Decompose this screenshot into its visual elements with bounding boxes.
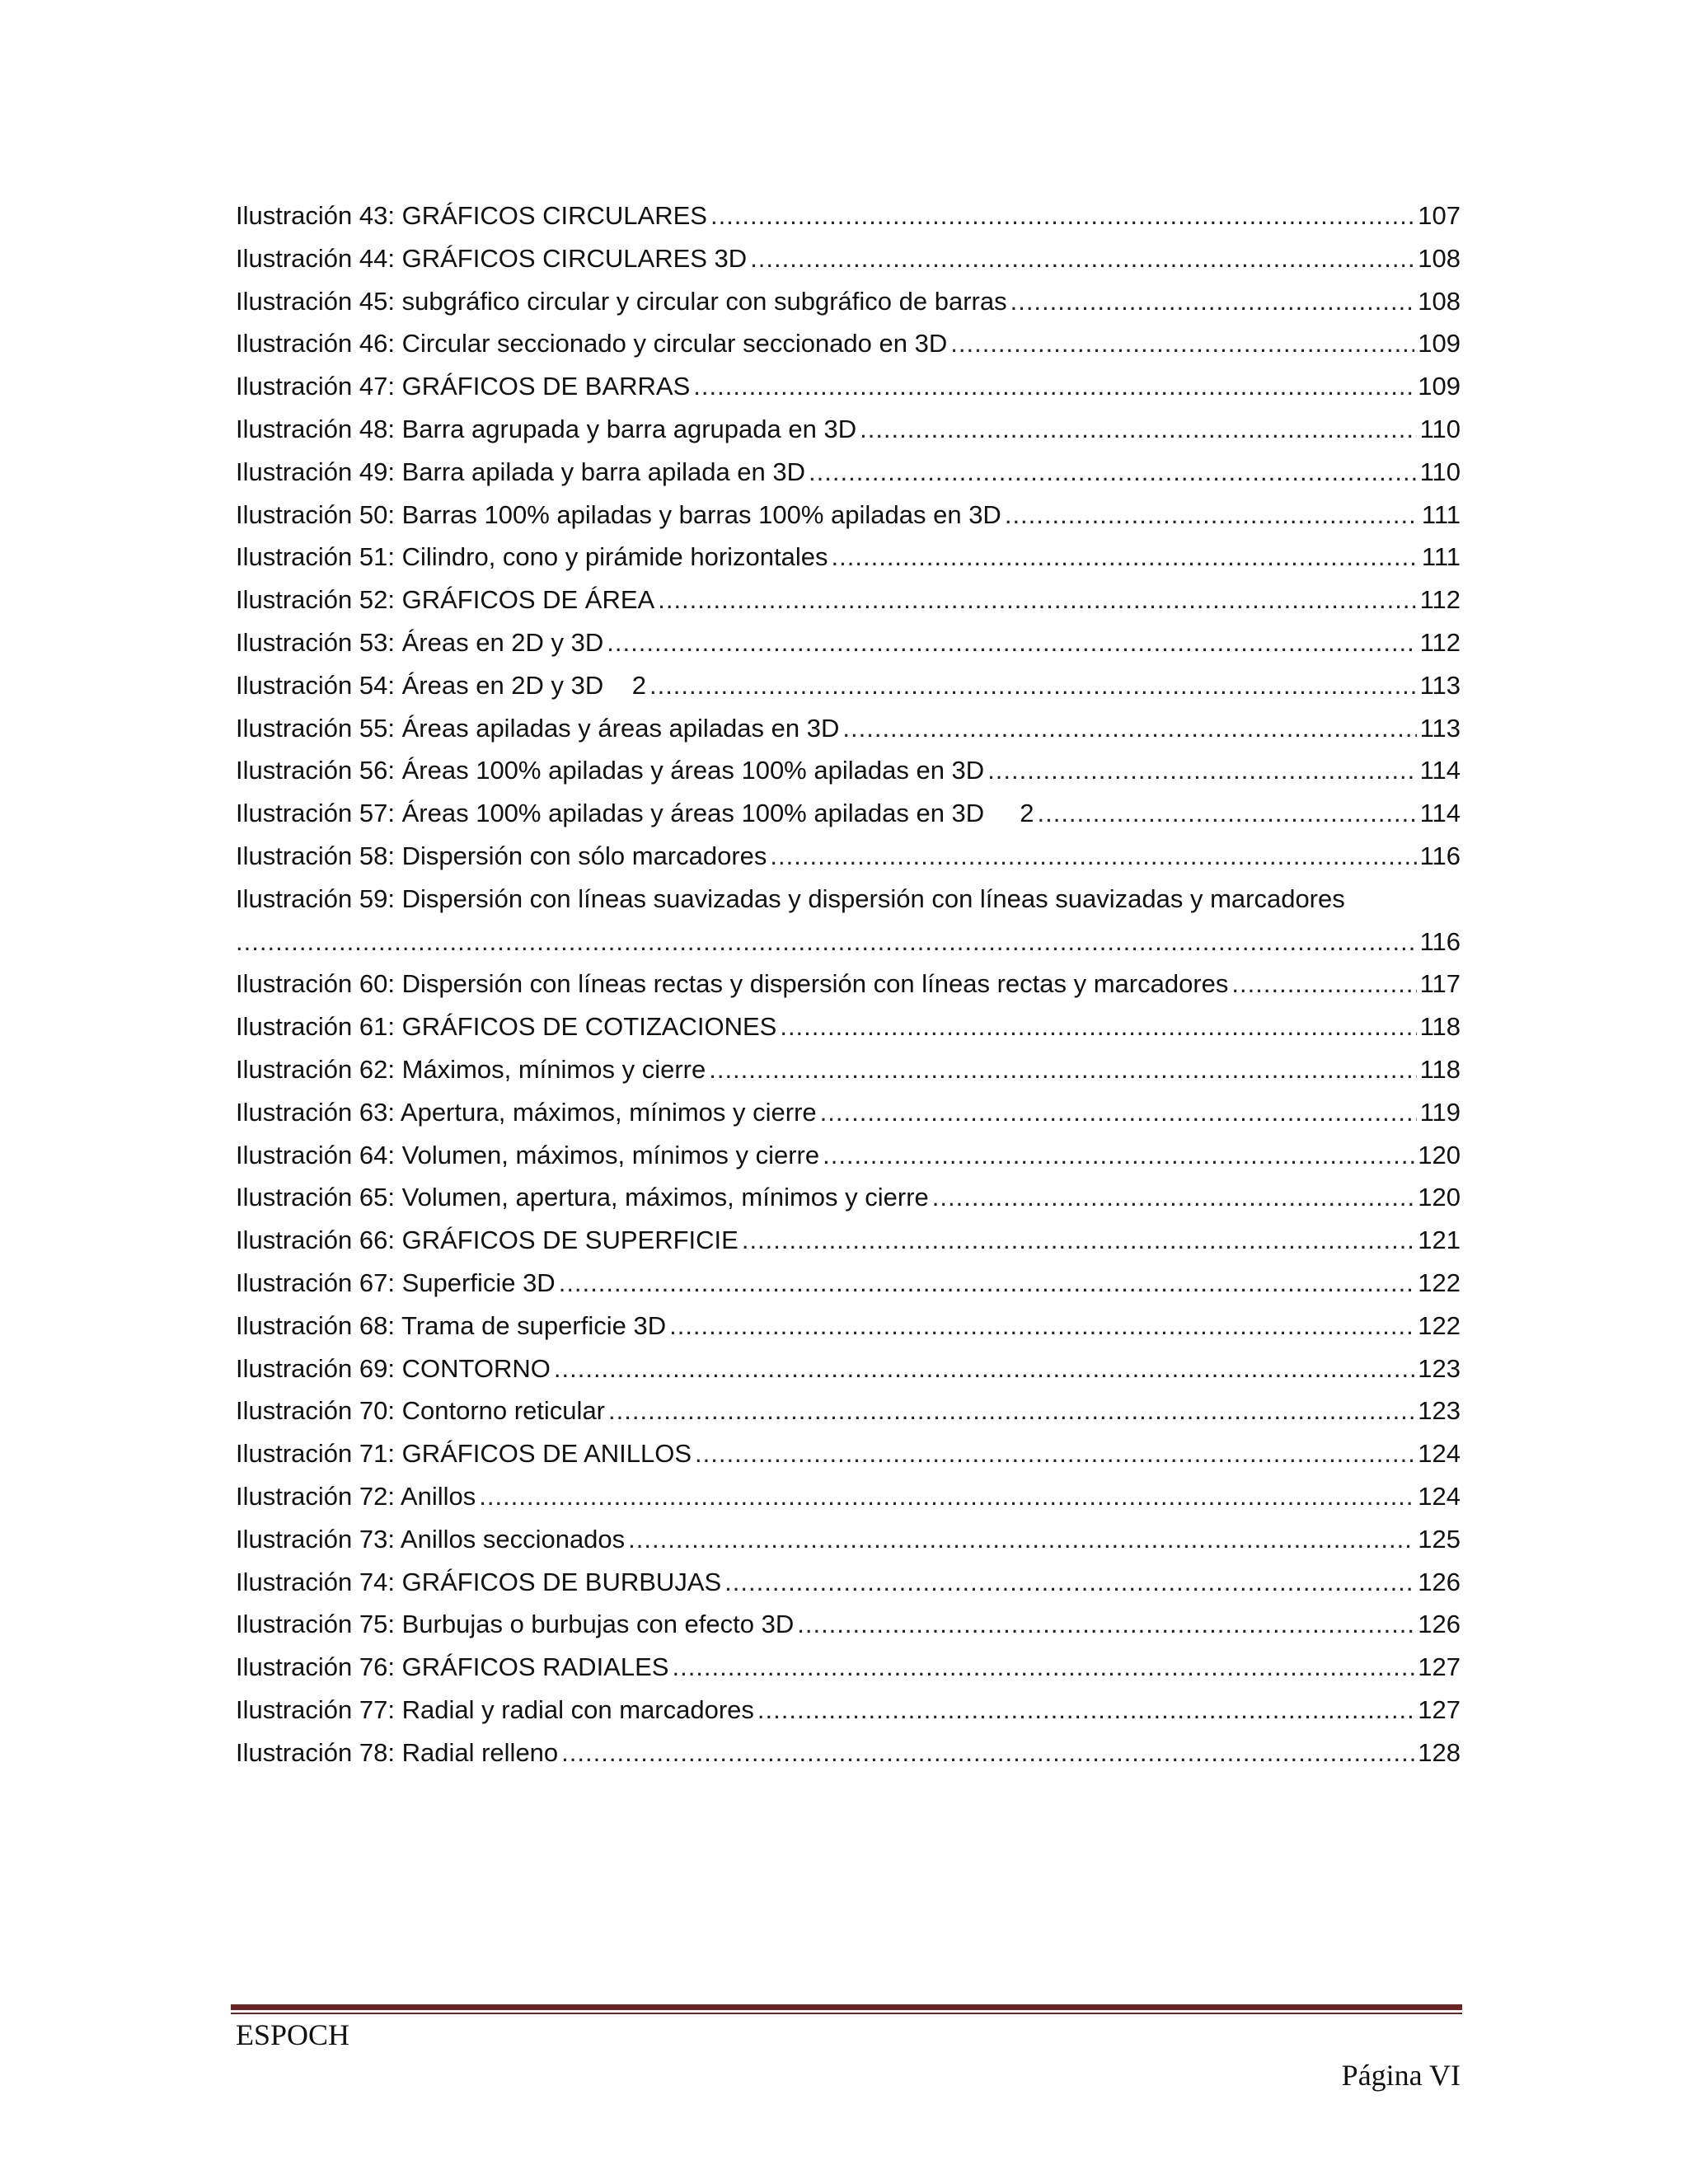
toc-entry-page: 123 (1418, 1353, 1461, 1383)
toc-entry[interactable] (236, 749, 1461, 792)
toc-entry-page: 121 (1418, 1226, 1461, 1255)
toc-dot-leader (842, 707, 1416, 750)
toc-entry[interactable] (236, 621, 1461, 664)
footer-rule (231, 2004, 1462, 2014)
toc-entry[interactable] (236, 1390, 1461, 1432)
toc-dot-leader (932, 1176, 1414, 1219)
toc-entry-page: 113 (1419, 670, 1461, 700)
toc-entry-page: 127 (1418, 1652, 1461, 1682)
toc-dot-leader (987, 749, 1416, 792)
toc-entry-label: Ilustración 51: Cilindro, cono y pirámide horizontales (236, 542, 828, 572)
toc-entry-page: 116 (1419, 841, 1461, 870)
toc-entry-label: Ilustración 61: GRÁFICOS DE COTIZACIONES (236, 1012, 777, 1042)
toc-entry[interactable] (236, 1561, 1461, 1604)
toc-entry[interactable] (236, 1091, 1461, 1134)
toc-dot-leader (950, 322, 1414, 365)
toc-entry-page: 120 (1418, 1140, 1461, 1169)
footer-rule-thin (231, 2013, 1462, 2014)
toc-dot-leader (561, 1732, 1414, 1774)
toc-entry-page: 109 (1418, 372, 1461, 401)
toc-entry-label: Ilustración 76: GRÁFICOS RADIALES (236, 1652, 669, 1682)
toc-entry-label: Ilustración 47: GRÁFICOS DE BARRAS (236, 372, 691, 401)
toc-entry-label: Ilustración 46: Circular seccionado y circular seccionado en 3D (236, 329, 948, 359)
toc-entry-label: Ilustración 48: Barra agrupada y barra agrupada en 3D (236, 414, 857, 443)
footer-rule-thick (231, 2004, 1462, 2010)
toc-dot-leader (693, 365, 1414, 408)
toc-entry-page: 108 (1418, 286, 1461, 316)
toc-entry-label: Ilustración 77: Radial y radial con marcadores (236, 1694, 754, 1724)
toc-entry-label: Ilustración 66: GRÁFICOS DE SUPERFICIE (236, 1226, 738, 1255)
table-of-illustrations (236, 194, 1461, 1774)
toc-entry[interactable] (236, 878, 1461, 963)
toc-entry-label: Ilustración 65: Volumen, apertura, máximos, mínimos y cierre (236, 1183, 929, 1212)
toc-entry[interactable] (236, 579, 1461, 621)
toc-entry[interactable] (236, 1219, 1461, 1262)
toc-dot-leader (559, 1262, 1415, 1305)
toc-entry[interactable] (236, 1347, 1461, 1390)
toc-entry-page: 112 (1419, 627, 1461, 657)
toc-entry-page: 122 (1418, 1268, 1461, 1297)
toc-dot-leader (750, 237, 1414, 280)
toc-entry[interactable] (236, 963, 1461, 1005)
toc-entry-label: Ilustración 53: Áreas en 2D y 3D (236, 627, 604, 657)
toc-entry-label: Ilustración 58: Dispersión con sólo marcadores (236, 841, 767, 870)
toc-dot-leader (832, 536, 1418, 579)
toc-entry-label: Ilustración 72: Anillos (236, 1481, 476, 1511)
toc-entry-label: Ilustración 62: Máximos, mínimos y cierre (236, 1054, 706, 1084)
toc-entry-label: Ilustración 78: Radial relleno (236, 1737, 559, 1767)
toc-dot-leader (669, 1305, 1414, 1347)
toc-dot-leader (1037, 792, 1416, 835)
toc-entry[interactable] (236, 194, 1461, 237)
toc-entry-page: 125 (1418, 1524, 1461, 1554)
toc-entry-label: Ilustración 71: GRÁFICOS DE ANILLOS (236, 1439, 692, 1469)
toc-entry-page: 107 (1418, 201, 1461, 230)
toc-entry-page: 126 (1418, 1567, 1461, 1596)
toc-dot-leader (780, 1005, 1416, 1048)
toc-entry-page: 119 (1419, 1097, 1461, 1127)
toc-entry-page: 124 (1418, 1439, 1461, 1469)
toc-entry[interactable] (236, 792, 1461, 835)
toc-entry[interactable] (236, 1176, 1461, 1219)
toc-entry-page: 117 (1419, 969, 1461, 999)
toc-entry[interactable] (236, 1305, 1461, 1347)
toc-dot-leader (236, 921, 1417, 963)
toc-entry-label: Ilustración 74: GRÁFICOS DE BURBUJAS (236, 1567, 722, 1596)
toc-entry-label: Ilustración 63: Apertura, máximos, mínimos y cierre (236, 1097, 817, 1127)
toc-dot-leader (658, 579, 1416, 621)
toc-dot-leader (742, 1219, 1414, 1262)
toc-entry-label: Ilustración 49: Barra apilada y barra apilada en 3D (236, 457, 806, 486)
toc-dot-leader (709, 1048, 1416, 1091)
toc-entry-page: 123 (1418, 1396, 1461, 1426)
toc-entry-page: 111 (1421, 499, 1461, 529)
toc-entry[interactable] (236, 1048, 1461, 1091)
toc-entry[interactable] (236, 451, 1461, 494)
toc-dot-leader (1005, 494, 1418, 537)
toc-entry-page: 118 (1419, 1054, 1461, 1084)
toc-entry[interactable] (236, 1689, 1461, 1732)
toc-dot-leader (860, 408, 1416, 451)
toc-dot-leader (695, 1432, 1414, 1475)
toc-entry-page: 109 (1418, 329, 1461, 359)
toc-entry-page: 112 (1419, 585, 1461, 615)
toc-dot-leader (672, 1646, 1414, 1689)
toc-entry[interactable] (236, 664, 1461, 707)
toc-entry-label: Ilustración 50: Barras 100% apiladas y barras 100% apiladas en 3D (236, 499, 1001, 529)
footer-organization: ESPOCH (236, 2018, 350, 2051)
toc-dot-leader (809, 451, 1417, 494)
toc-entry-continuation (236, 921, 1461, 963)
toc-entry[interactable] (236, 494, 1461, 537)
toc-entry-page: 127 (1418, 1694, 1461, 1724)
toc-dot-leader (710, 194, 1414, 237)
footer-page-number: Página VI (1341, 2059, 1461, 2092)
toc-entry-page: 118 (1419, 1012, 1461, 1042)
toc-entry-page: 116 (1419, 926, 1461, 956)
toc-dot-leader (820, 1091, 1417, 1134)
toc-entry-label: Ilustración 55: Áreas apiladas y áreas apiladas en 3D (236, 713, 840, 743)
toc-entry[interactable] (236, 707, 1461, 750)
toc-entry-page: 108 (1418, 243, 1461, 273)
toc-entry-label: Ilustración 43: GRÁFICOS CIRCULARES (236, 201, 707, 230)
toc-entry-page: 126 (1418, 1610, 1461, 1639)
toc-entry[interactable] (236, 322, 1461, 365)
toc-entry-label: Ilustración 69: CONTORNO (236, 1353, 551, 1383)
toc-dot-leader (1010, 280, 1415, 323)
toc-entry-page: 122 (1418, 1310, 1461, 1340)
toc-dot-leader (724, 1561, 1414, 1604)
toc-entry[interactable] (236, 1134, 1461, 1177)
toc-dot-leader (757, 1689, 1414, 1732)
toc-entry-page: 110 (1419, 414, 1461, 443)
toc-entry-label: Ilustración 57: Áreas 100% apiladas y áreas 100% apiladas en 3D 2 (236, 799, 1034, 828)
toc-dot-leader (1231, 963, 1416, 1005)
toc-entry-page: 114 (1419, 756, 1461, 785)
toc-dot-leader (823, 1134, 1414, 1177)
toc-entry[interactable] (236, 1262, 1461, 1305)
toc-dot-leader (797, 1603, 1414, 1646)
toc-entry-page: 120 (1418, 1183, 1461, 1212)
toc-entry-page: 128 (1418, 1737, 1461, 1767)
toc-entry-page: 124 (1418, 1481, 1461, 1511)
toc-entry-label: Ilustración 73: Anillos seccionados (236, 1524, 626, 1554)
toc-entry-label: Ilustración 70: Contorno reticular (236, 1396, 606, 1426)
toc-entry-label: Ilustración 75: Burbujas o burbujas con efecto 3D (236, 1610, 795, 1639)
toc-entry[interactable] (236, 835, 1461, 878)
toc-entry-label: Ilustración 67: Superficie 3D (236, 1268, 556, 1297)
toc-entry-page: 111 (1421, 542, 1461, 572)
toc-entry[interactable] (236, 1732, 1461, 1774)
toc-entry[interactable] (236, 1475, 1461, 1518)
toc-entry-label: Ilustración 54: Áreas en 2D y 3D 2 (236, 670, 646, 700)
toc-entry-page: 113 (1419, 713, 1461, 743)
toc-dot-leader (770, 835, 1416, 878)
toc-entry-label: Ilustración 52: GRÁFICOS DE ÁREA (236, 585, 655, 615)
toc-entry[interactable] (236, 237, 1461, 280)
toc-entry-label: Ilustración 59: Dispersión con líneas suavizadas y dispersión con líneas suavizadas y marcadores (236, 883, 1345, 913)
toc-entry-label: Ilustración 60: Dispersión con líneas rectas y dispersión con líneas rectas y marcadores (236, 969, 1229, 999)
toc-entry-label: Ilustración 44: GRÁFICOS CIRCULARES 3D (236, 243, 748, 273)
toc-dot-leader (554, 1347, 1414, 1390)
toc-entry-label: Ilustración 56: Áreas 100% apiladas y áreas 100% apiladas en 3D (236, 756, 985, 785)
toc-entry[interactable] (236, 1005, 1461, 1048)
toc-entry-page: 110 (1419, 457, 1461, 486)
toc-entry-label: Ilustración 68: Trama de superficie 3D (236, 1310, 667, 1340)
toc-entry[interactable] (236, 1646, 1461, 1689)
toc-dot-leader (628, 1518, 1414, 1561)
toc-entry-label: Ilustración 64: Volumen, máximos, mínimos y cierre (236, 1140, 820, 1169)
toc-entry[interactable] (236, 408, 1461, 451)
toc-entry[interactable] (236, 280, 1461, 323)
toc-dot-leader (608, 1390, 1414, 1432)
toc-entry[interactable] (236, 1518, 1461, 1561)
toc-dot-leader (607, 621, 1416, 664)
toc-entry[interactable] (236, 536, 1461, 579)
toc-dot-leader (649, 664, 1417, 707)
toc-entry[interactable] (236, 1603, 1461, 1646)
toc-entry-page: 114 (1419, 799, 1461, 828)
toc-entry-label: Ilustración 45: subgráfico circular y circular con subgráfico de barras (236, 286, 1007, 316)
toc-entry[interactable] (236, 365, 1461, 408)
toc-dot-leader (479, 1475, 1414, 1518)
toc-entry[interactable] (236, 1432, 1461, 1475)
